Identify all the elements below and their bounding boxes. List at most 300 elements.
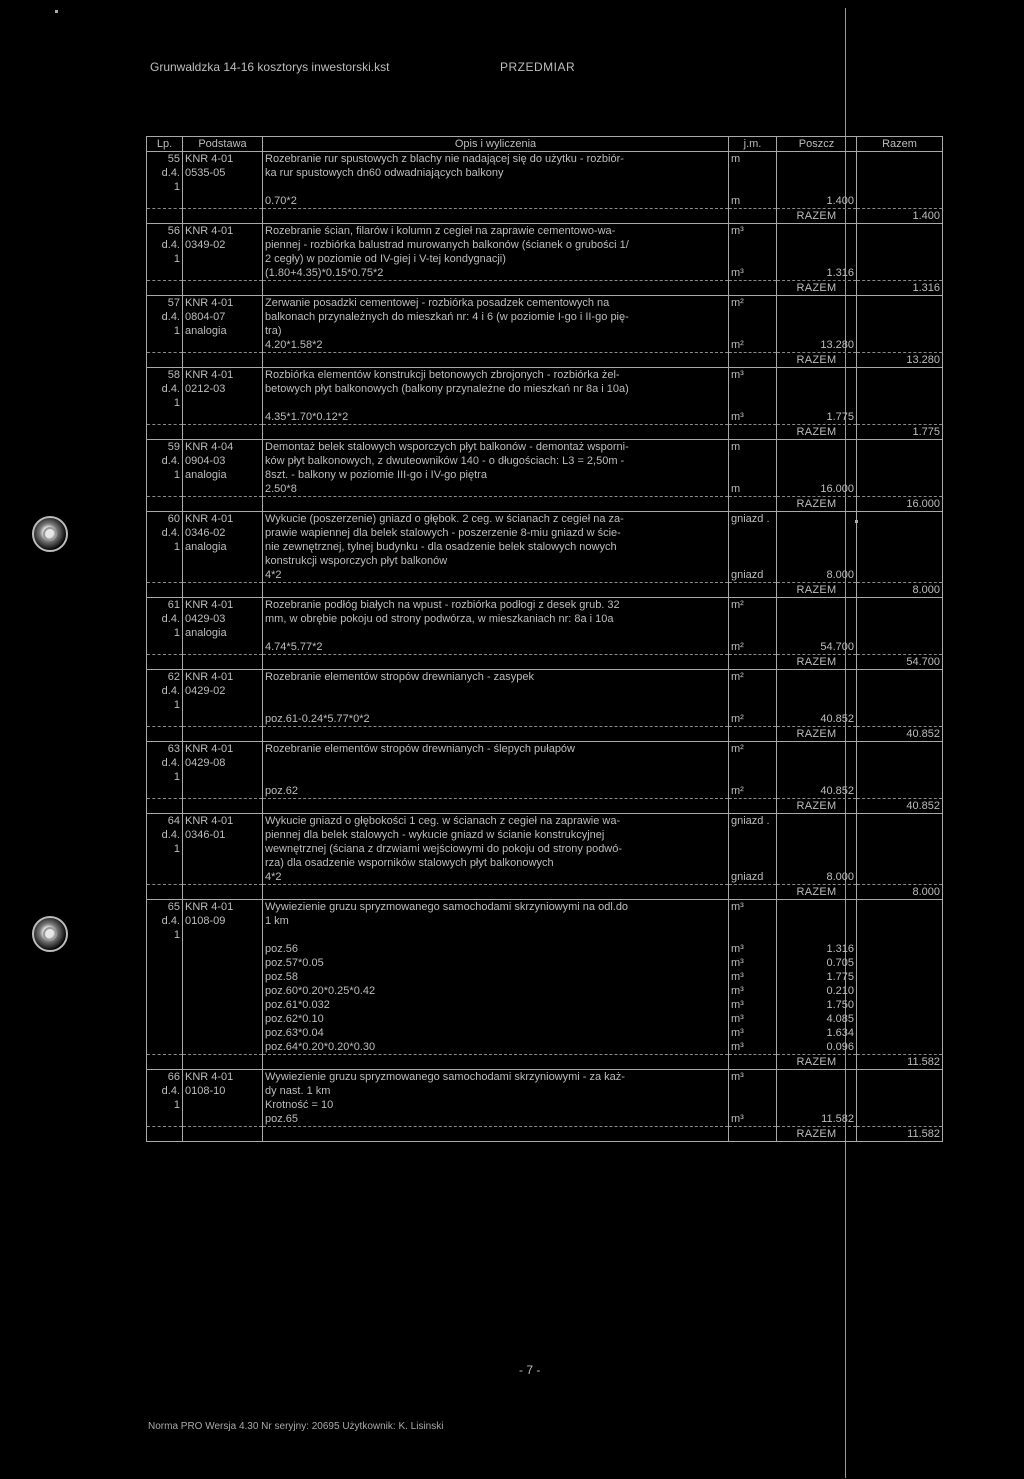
calculation-row <box>147 970 943 984</box>
item-unit <box>729 1098 777 1112</box>
item-unit <box>729 353 777 368</box>
item-number <box>147 209 183 224</box>
item-number <box>147 727 183 742</box>
razem-label: RAZEM <box>777 1055 857 1070</box>
item-partial <box>777 180 857 194</box>
item-unit <box>729 770 777 784</box>
item-total <box>857 784 943 799</box>
item-total-value: 54.700 <box>857 655 943 670</box>
calculation-unit: m³ <box>729 1040 777 1055</box>
razem-row <box>147 209 943 224</box>
item-number: 1 <box>147 842 183 856</box>
calculation-unit: m³ <box>729 970 777 984</box>
calculation-value: 8.000 <box>777 568 857 583</box>
item-number: 57 <box>147 296 183 311</box>
item-total <box>857 368 943 383</box>
razem-row <box>147 353 943 368</box>
item-unit <box>729 396 777 410</box>
calculation-formula: 4*2 <box>263 870 729 885</box>
item-text-row <box>147 382 943 396</box>
razem-label: RAZEM <box>777 497 857 512</box>
calculation-unit: m² <box>729 640 777 655</box>
item-total <box>857 526 943 540</box>
calculation-formula: 2.50*8 <box>263 482 729 497</box>
item-basis <box>183 698 263 712</box>
item-total <box>857 900 943 915</box>
item-number <box>147 194 183 209</box>
item-text-row <box>147 324 943 338</box>
item-partial <box>777 1084 857 1098</box>
item-description <box>263 353 729 368</box>
item-total-value: 1.400 <box>857 209 943 224</box>
item-total <box>857 612 943 626</box>
item-partial <box>777 396 857 410</box>
item-total <box>857 756 943 770</box>
item-partial <box>777 440 857 455</box>
item-number: d.4. <box>147 914 183 928</box>
calculation-row <box>147 266 943 281</box>
item-basis: 0804-07 <box>183 310 263 324</box>
item-text-row <box>147 238 943 252</box>
item-text-row <box>147 1084 943 1098</box>
item-total <box>857 194 943 209</box>
item-basis <box>183 338 263 353</box>
item-unit <box>729 310 777 324</box>
item-number <box>147 998 183 1012</box>
item-number: d.4. <box>147 1084 183 1098</box>
item-number: d.4. <box>147 828 183 842</box>
item-unit <box>729 425 777 440</box>
item-basis <box>183 885 263 900</box>
item-unit: m³ <box>729 1070 777 1085</box>
software-footer: Norma PRO Wersja 4.30 Nr seryjny: 20695 Użytkownik: K. Lisinski <box>148 1421 444 1432</box>
item-description: dy nast. 1 km <box>263 1084 729 1098</box>
item-basis: KNR 4-04 <box>183 440 263 455</box>
item-number: 58 <box>147 368 183 383</box>
item-number: 65 <box>147 900 183 915</box>
item-basis <box>183 568 263 583</box>
item-number: 60 <box>147 512 183 527</box>
calculation-value: 1.775 <box>777 410 857 425</box>
item-basis <box>183 770 263 784</box>
item-total <box>857 224 943 239</box>
item-total <box>857 712 943 727</box>
item-text-row <box>147 368 943 383</box>
calculation-value: 40.852 <box>777 712 857 727</box>
item-total <box>857 166 943 180</box>
calculation-row <box>147 870 943 885</box>
calculation-row <box>147 784 943 799</box>
item-total-value: 8.000 <box>857 885 943 900</box>
razem-label: RAZEM <box>777 799 857 814</box>
razem-row <box>147 885 943 900</box>
item-text-row <box>147 468 943 482</box>
item-description <box>263 770 729 784</box>
item-basis: 0429-08 <box>183 756 263 770</box>
item-number: 1 <box>147 324 183 338</box>
razem-row <box>147 497 943 512</box>
item-number <box>147 1040 183 1055</box>
item-unit <box>729 727 777 742</box>
item-partial <box>777 670 857 685</box>
calculation-formula: poz.60*0.20*0.25*0.42 <box>263 984 729 998</box>
item-unit <box>729 454 777 468</box>
item-basis: 0108-09 <box>183 914 263 928</box>
item-basis: KNR 4-01 <box>183 224 263 239</box>
razem-label: RAZEM <box>777 583 857 598</box>
item-unit <box>729 540 777 554</box>
item-text-row <box>147 670 943 685</box>
item-basis <box>183 1127 263 1142</box>
item-partial <box>777 900 857 915</box>
item-partial <box>777 598 857 613</box>
calculation-value: 0.705 <box>777 956 857 970</box>
item-basis: 0535-05 <box>183 166 263 180</box>
item-total <box>857 1112 943 1127</box>
item-description: Wykucie (poszerzenie) gniazd o głębok. 2 ceg. w ścianach z cegieł na za- <box>263 512 729 527</box>
item-basis: KNR 4-01 <box>183 814 263 829</box>
item-description <box>263 885 729 900</box>
calculation-value: 54.700 <box>777 640 857 655</box>
item-unit: gniazd . <box>729 814 777 829</box>
calculation-row <box>147 998 943 1012</box>
item-number <box>147 583 183 598</box>
razem-label: RAZEM <box>777 425 857 440</box>
item-total <box>857 698 943 712</box>
calculation-row <box>147 984 943 998</box>
item-description <box>263 180 729 194</box>
item-basis <box>183 1040 263 1055</box>
item-number: 1 <box>147 928 183 942</box>
calculation-row <box>147 568 943 583</box>
item-description <box>263 583 729 598</box>
item-text-row <box>147 540 943 554</box>
document-title: PRZEDMIAR <box>500 60 576 74</box>
item-description: Wywiezienie gruzu spryzmowanego samochodami skrzyniowymi - za każ- <box>263 1070 729 1085</box>
item-text-row <box>147 684 943 698</box>
item-text-row <box>147 770 943 784</box>
item-unit <box>729 928 777 942</box>
estimate-table <box>146 136 943 1142</box>
item-description <box>263 209 729 224</box>
razem-row <box>147 655 943 670</box>
item-number <box>147 554 183 568</box>
item-number: 1 <box>147 1098 183 1112</box>
item-total <box>857 1098 943 1112</box>
item-partial <box>777 512 857 527</box>
item-basis <box>183 928 263 942</box>
item-partial <box>777 252 857 266</box>
item-partial <box>777 152 857 167</box>
calculation-row <box>147 1040 943 1055</box>
item-basis <box>183 1012 263 1026</box>
item-partial <box>777 540 857 554</box>
item-number <box>147 1012 183 1026</box>
item-basis <box>183 209 263 224</box>
item-number <box>147 885 183 900</box>
item-unit: m² <box>729 598 777 613</box>
item-total <box>857 942 943 956</box>
item-text-row <box>147 1098 943 1112</box>
item-unit <box>729 684 777 698</box>
item-partial <box>777 468 857 482</box>
calculation-value: 16.000 <box>777 482 857 497</box>
item-basis <box>183 266 263 281</box>
calculation-row <box>147 640 943 655</box>
item-description: wewnętrznej (ściana z drzwiami wejściowymi do pokoju od strony podwó- <box>263 842 729 856</box>
item-description <box>263 1055 729 1070</box>
item-number <box>147 1127 183 1142</box>
item-partial <box>777 814 857 829</box>
item-description: tra) <box>263 324 729 338</box>
item-unit <box>729 828 777 842</box>
item-number <box>147 410 183 425</box>
item-total <box>857 1026 943 1040</box>
item-number <box>147 956 183 970</box>
calculation-unit: m³ <box>729 956 777 970</box>
item-number <box>147 784 183 799</box>
header-basis: Podstawa <box>183 137 263 152</box>
item-text-row <box>147 612 943 626</box>
item-text-row <box>147 296 943 311</box>
file-name: Grunwaldzka 14-16 kosztorys inwestorski.kst <box>150 60 390 74</box>
item-number <box>147 353 183 368</box>
razem-row <box>147 583 943 598</box>
item-partial <box>777 454 857 468</box>
item-basis: KNR 4-01 <box>183 900 263 915</box>
item-description <box>263 684 729 698</box>
item-total <box>857 266 943 281</box>
item-total <box>857 626 943 640</box>
calculation-unit: m³ <box>729 998 777 1012</box>
calculation-value: 40.852 <box>777 784 857 799</box>
item-description: Zerwanie posadzki cementowej - rozbiórka posadzek cementowych na <box>263 296 729 311</box>
item-partial <box>777 324 857 338</box>
item-number: 1 <box>147 252 183 266</box>
item-basis <box>183 1112 263 1127</box>
item-basis <box>183 956 263 970</box>
item-description: betowych płyt balkonowych (balkony przynależne do mieszkań nr 8a i 10a) <box>263 382 729 396</box>
item-total <box>857 684 943 698</box>
item-total <box>857 1040 943 1055</box>
calculation-value: 11.582 <box>777 1112 857 1127</box>
item-basis <box>183 856 263 870</box>
item-number <box>147 1055 183 1070</box>
item-partial <box>777 626 857 640</box>
item-unit: gniazd . <box>729 512 777 527</box>
item-text-row <box>147 814 943 829</box>
calculation-value: 0.210 <box>777 984 857 998</box>
item-unit <box>729 856 777 870</box>
item-number: 1 <box>147 770 183 784</box>
header-lp: Lp. <box>147 137 183 152</box>
calculation-unit: m³ <box>729 266 777 281</box>
calculation-unit: m <box>729 482 777 497</box>
item-basis <box>183 1026 263 1040</box>
item-unit <box>729 698 777 712</box>
calculation-formula: poz.62 <box>263 784 729 799</box>
calculation-formula: poz.64*0.20*0.20*0.30 <box>263 1040 729 1055</box>
item-number <box>147 482 183 497</box>
item-basis: 0212-03 <box>183 382 263 396</box>
item-description: Demontaż belek stalowych wsporczych płyt balkonów - demontaż wsporni- <box>263 440 729 455</box>
item-description: Wykucie gniazd o głębokości 1 ceg. w ścianach z cegieł na zaprawie wa- <box>263 814 729 829</box>
item-total <box>857 814 943 829</box>
item-description: prawie wapiennej dla belek stalowych - poszerzenie 8-miu gniazd w ście- <box>263 526 729 540</box>
item-unit <box>729 842 777 856</box>
item-number: 55 <box>147 152 183 167</box>
item-number <box>147 970 183 984</box>
item-partial <box>777 742 857 757</box>
calculation-formula: poz.57*0.05 <box>263 956 729 970</box>
item-total <box>857 454 943 468</box>
calculation-row <box>147 410 943 425</box>
item-unit: m <box>729 152 777 167</box>
item-text-row <box>147 180 943 194</box>
item-unit <box>729 209 777 224</box>
header-total: Razem <box>857 137 943 152</box>
item-total <box>857 1012 943 1026</box>
calculation-row <box>147 942 943 956</box>
item-partial <box>777 224 857 239</box>
item-text-row <box>147 166 943 180</box>
item-basis <box>183 396 263 410</box>
item-basis <box>183 180 263 194</box>
item-unit: m³ <box>729 368 777 383</box>
item-total <box>857 440 943 455</box>
item-total <box>857 180 943 194</box>
item-description: konstrukcji wsporczych płyt balkonów <box>263 554 729 568</box>
item-basis: KNR 4-01 <box>183 152 263 167</box>
item-basis <box>183 353 263 368</box>
item-total <box>857 296 943 311</box>
item-description: 1 km <box>263 914 729 928</box>
item-number: d.4. <box>147 166 183 180</box>
item-unit <box>729 756 777 770</box>
table-header-row <box>147 137 943 152</box>
item-basis: KNR 4-01 <box>183 512 263 527</box>
item-description <box>263 655 729 670</box>
calculation-formula: poz.61-0.24*5.77*0*2 <box>263 712 729 727</box>
calculation-formula: 4*2 <box>263 568 729 583</box>
item-description: 2 cegły) w poziomie od IV-giej i V-tej kondygnacji) <box>263 252 729 266</box>
razem-label: RAZEM <box>777 353 857 368</box>
calculation-row <box>147 194 943 209</box>
item-unit <box>729 468 777 482</box>
calculation-formula: poz.56 <box>263 942 729 956</box>
item-basis <box>183 497 263 512</box>
item-description: mm, w obrębie pokoju od strony podwórza, w mieszkaniach nr: 8a i 10a <box>263 612 729 626</box>
item-partial <box>777 684 857 698</box>
calculation-value: 0.096 <box>777 1040 857 1055</box>
item-description: Rozebranie elementów stropów drewnianych - zasypek <box>263 670 729 685</box>
item-partial <box>777 828 857 842</box>
calculation-row <box>147 1112 943 1127</box>
item-number: d.4. <box>147 382 183 396</box>
item-text-row <box>147 856 943 870</box>
item-total <box>857 856 943 870</box>
item-text-row <box>147 842 943 856</box>
item-partial <box>777 756 857 770</box>
item-text-row <box>147 756 943 770</box>
item-basis: 0429-02 <box>183 684 263 698</box>
item-partial <box>777 526 857 540</box>
item-basis <box>183 727 263 742</box>
item-basis <box>183 194 263 209</box>
item-text-row <box>147 310 943 324</box>
item-basis: 0346-02 <box>183 526 263 540</box>
item-partial <box>777 770 857 784</box>
item-total <box>857 568 943 583</box>
item-number: 63 <box>147 742 183 757</box>
razem-label: RAZEM <box>777 655 857 670</box>
razem-label: RAZEM <box>777 885 857 900</box>
item-basis: analogia <box>183 540 263 554</box>
item-total <box>857 238 943 252</box>
calculation-formula: poz.65 <box>263 1112 729 1127</box>
item-total <box>857 670 943 685</box>
calculation-unit: m³ <box>729 1012 777 1026</box>
item-number <box>147 640 183 655</box>
header-unit: j.m. <box>729 137 777 152</box>
item-total-value: 8.000 <box>857 583 943 598</box>
item-basis <box>183 998 263 1012</box>
razem-label: RAZEM <box>777 727 857 742</box>
item-unit: m <box>729 440 777 455</box>
item-total <box>857 870 943 885</box>
item-number: d.4. <box>147 310 183 324</box>
item-total-value: 11.582 <box>857 1055 943 1070</box>
item-text-row <box>147 742 943 757</box>
item-basis: KNR 4-01 <box>183 670 263 685</box>
item-text-row <box>147 526 943 540</box>
item-number: d.4. <box>147 612 183 626</box>
item-partial <box>777 166 857 180</box>
item-text-row <box>147 626 943 640</box>
item-number <box>147 712 183 727</box>
item-basis: analogia <box>183 468 263 482</box>
calculation-row <box>147 1012 943 1026</box>
razem-row <box>147 281 943 296</box>
calculation-value: 4.085 <box>777 1012 857 1026</box>
calculation-formula: 0.70*2 <box>263 194 729 209</box>
item-total-value: 1.316 <box>857 281 943 296</box>
item-partial <box>777 1070 857 1085</box>
item-basis: 0108-10 <box>183 1084 263 1098</box>
item-partial <box>777 914 857 928</box>
item-basis <box>183 870 263 885</box>
item-unit <box>729 655 777 670</box>
item-unit <box>729 626 777 640</box>
item-description <box>263 396 729 410</box>
item-total <box>857 742 943 757</box>
item-description: Wywiezienie gruzu spryzmowanego samochodami skrzyniowymi na odl.do <box>263 900 729 915</box>
calculation-unit: gniazd <box>729 870 777 885</box>
item-unit <box>729 324 777 338</box>
item-total <box>857 252 943 266</box>
item-partial <box>777 842 857 856</box>
item-basis: analogia <box>183 626 263 640</box>
calculation-formula: 4.20*1.58*2 <box>263 338 729 353</box>
calculation-unit: m <box>729 194 777 209</box>
item-basis: KNR 4-01 <box>183 296 263 311</box>
item-unit <box>729 1055 777 1070</box>
item-partial <box>777 238 857 252</box>
item-unit <box>729 526 777 540</box>
calculation-unit: m³ <box>729 1112 777 1127</box>
item-basis <box>183 842 263 856</box>
calculation-unit: m³ <box>729 984 777 998</box>
